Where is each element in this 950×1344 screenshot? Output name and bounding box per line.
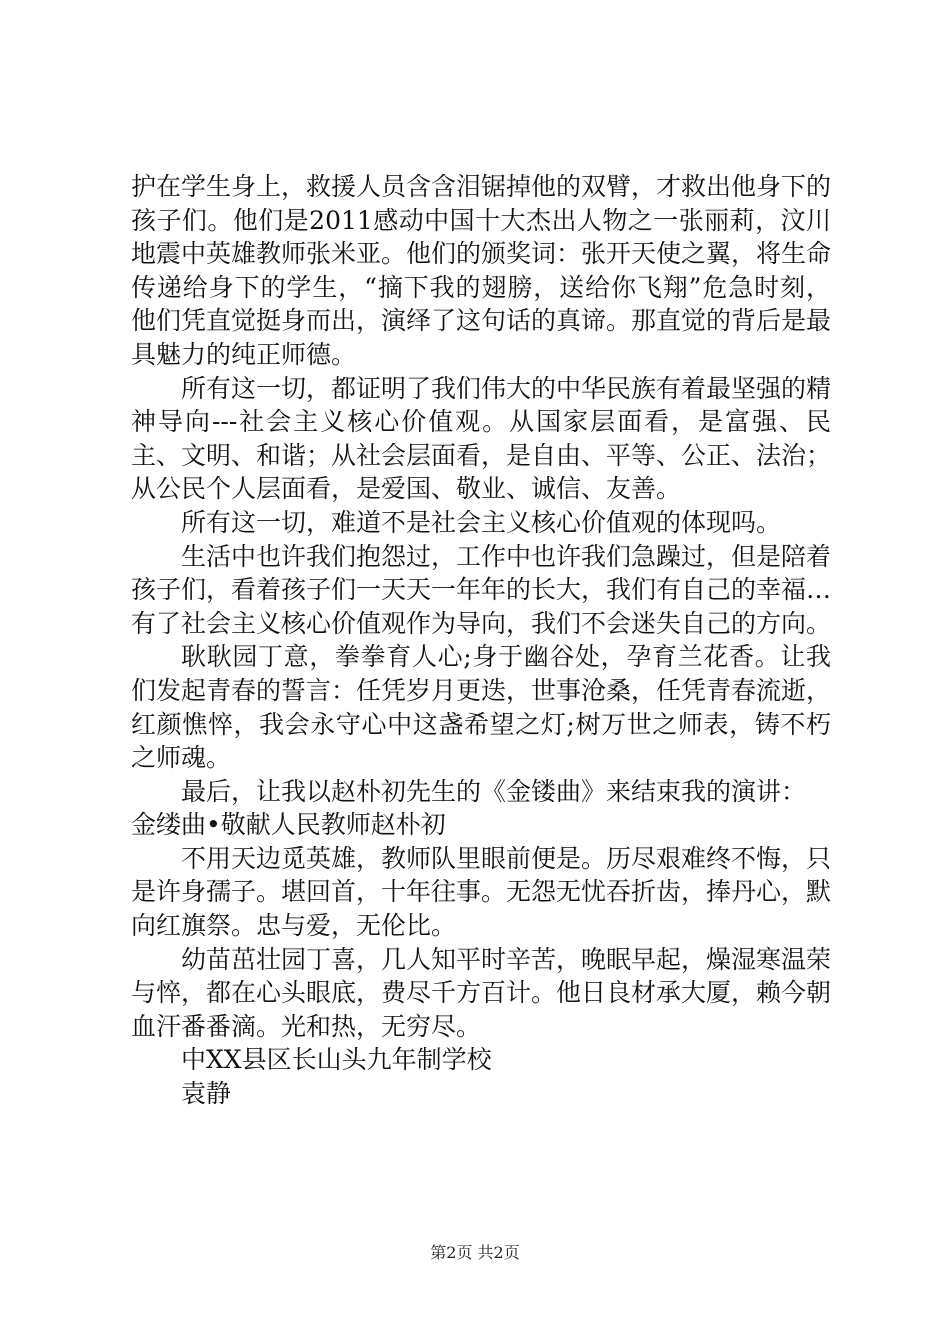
poem-stanza-2: 幼苗茁壮园丁喜，几人知平时辛苦，晚眠早起，燥湿寒温荣与悴，都在心头眼底，费尽千方百计。他日良材承大厦，赖今朝血汗番番滴。光和热，无穷尽。: [131, 944, 832, 1041]
paragraph-rescue-story: 护在学生身上，救援人员含含泪锯掉他的双臂，才救出他身下的孩子们。他们是2011感动中国十大杰出人物之一张丽莉，汶川地震中英雄教师张米亚。他们的颁奖词：张开天使之翼，将生命传递给身下的学生，“摘下我的翅膀，送给你飞翔”危急时刻，他们凭直觉挺身而出，演绎了这句话的真谛。那直觉的背后是最具魅力的纯正师德。: [131, 172, 832, 369]
paragraph-closing-intro: 最后，让我以赵朴初先生的《金镂曲》来结束我的演讲：: [181, 776, 807, 806]
document-body: [131, 170, 831, 1111]
page-footer: [0, 1242, 950, 1264]
author-school: 中XX县区长山头九年制学校: [181, 1045, 492, 1075]
poem-title: 金缕曲•敬献人民教师赵朴初: [131, 810, 446, 840]
page-number: 第2页 共2页: [430, 1243, 520, 1262]
paragraph-happiness: 生活中也许我们抱怨过，工作中也许我们急躁过，但是陪着孩子们，看着孩子们一天天一年年的长大，我们有自己的幸福…有了社会主义核心价值观作为导向，我们不会迷失自己的方向。: [131, 541, 832, 638]
author-name: 袁静: [181, 1079, 232, 1109]
poem-stanza-1: 不用天边觅英雄，教师队里眼前便是。历尽艰难终不悔，只是许身孺子。堪回首，十年往事。无怨无忧吞折齿，捧丹心，默向红旗祭。忠与爱，无伦比。: [131, 843, 832, 941]
paragraph-core-values: 所有这一切，都证明了我们伟大的中华民族有着最坚强的精神导向---社会主义核心价值观。从国家层面看，是富强、民主、文明、和谐；从社会层面看，是自由、平等、公正、法治；从公民个人层面看，是爱国、敬业、诚信、友善。: [131, 373, 832, 504]
paragraph-rhetorical-question: 所有这一切，难道不是社会主义核心价值观的体现吗。: [181, 507, 782, 537]
paragraph-pledge: 耿耿园丁意，拳拳育人心;身于幽谷处，孕育兰花香。让我们发起青春的誓言：任凭岁月更迭，世事沧桑，任凭青春流逝，红颜憔悴，我会永守心中这盏希望之灯;树万世之师表，铸不朽之师魂。: [131, 642, 832, 773]
